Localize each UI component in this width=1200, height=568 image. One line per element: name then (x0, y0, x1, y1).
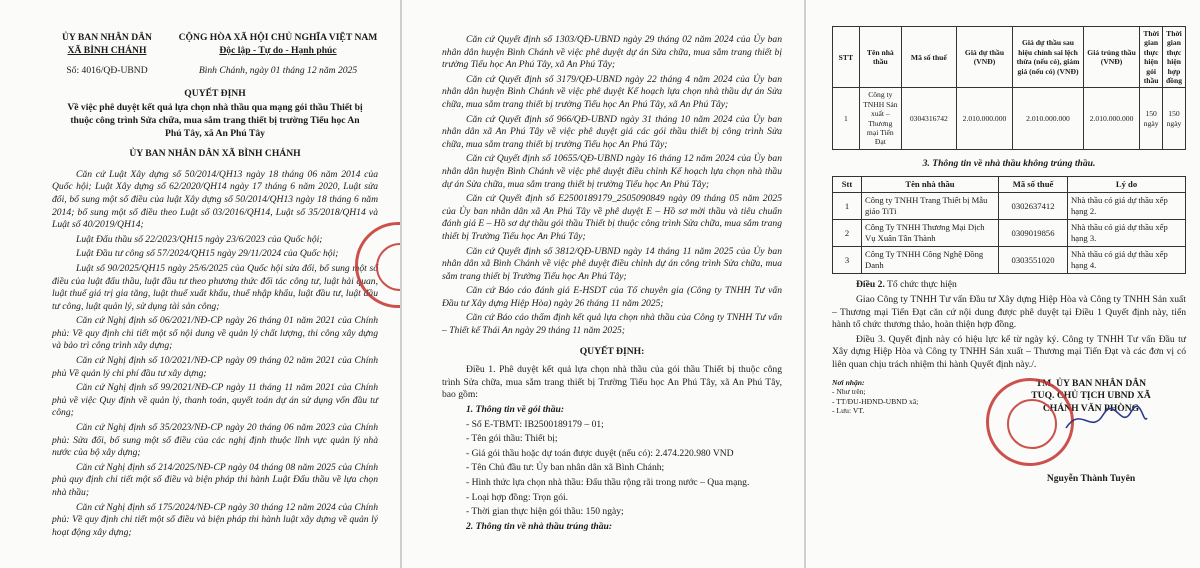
table-cell: 150 ngày (1140, 88, 1163, 149)
article-2-title: Điều 2. Tổ chức thực hiện (856, 279, 957, 291)
table-cell: Công ty TNHH Sản xuất – Thương mại Tiến Đạt (859, 88, 901, 149)
package-info-line: - Tên gói thầu: Thiết bị; (466, 433, 558, 445)
package-info-line: - Giá gói thầu hoặc dự toán được duyệt (nếu có): 2.474.220.980 VND (466, 447, 734, 459)
table-header-cell: Giá trúng thầu (VNĐ) (1083, 27, 1140, 88)
document-page-3 (806, 0, 1200, 568)
table-header-cell: Stt (833, 177, 862, 193)
document-title: QUYẾT ĐỊNH (184, 87, 246, 99)
table-header-row (833, 177, 1186, 193)
recipient-item: - Như trên; (832, 387, 866, 397)
legal-basis: Căn cứ Luật Xây dựng số 50/2014/QH13 ngày 18 tháng 06 năm 2014 của Quốc hội; Luật Xây dựng số 62/2020/QH14 ngày 17 tháng 6 năm 2020, Luật sửa đổi, bổ sung một số điều của luật Xây dựng số 50/2014/QH13 ngày 18 tháng 6 năm 2014; bổ sung một số điều theo Luật số 03/2016/QH14, Luật số 35/2018/QH14 và Luật số 40/2019/QH14; (52, 168, 378, 231)
table-cell: Công Ty TNHH Công Nghệ Đồng Danh (862, 247, 999, 274)
legal-basis: Căn cứ Quyết định số 3179/QĐ-UBND ngày 22 tháng 4 năm 2024 của Ủy ban nhân dân huyện Bình Chánh về việc phê duyệt Kế hoạch lựa chọn nhà thầu dự án Sửa chữa, mua sắm trang thiết bị trường Tiểu học An Phú Tây, xã An Phú Tây; (442, 73, 782, 110)
table-header-cell: Lý do (1068, 177, 1186, 193)
package-info-line: - Thời gian thực hiện gói thầu: 150 ngày; (466, 506, 624, 518)
package-info-line: - Số E-TBMT: IB2500189179 – 01; (466, 418, 604, 430)
table-row (833, 220, 1186, 247)
table-cell: 1 (833, 193, 862, 220)
table-header-cell: Tên nhà thầu (862, 177, 999, 193)
article-2: Giao Công ty TNHH Tư vấn Đầu tư Xây dựng Hiệp Hòa và Công ty TNHH Sản xuất – Thương mại Tiến Đạt căn cứ nội dung được phê duyệt tại Điều 1 Quyết định này, tiến hành tổ chức thương thảo, hoàn thiện hợp đồng. (832, 294, 1186, 331)
legal-basis: Căn cứ Nghị định số 10/2021/NĐ-CP ngày 09 tháng 02 năm 2021 của Chính phủ Về quản lý chi phí đầu tư xây dựng; (52, 355, 378, 379)
table-cell: Công ty TNHH Trang Thiết bị Mẫu giáo TiTi (862, 193, 999, 220)
package-info-line: - Loại hợp đồng: Trọn gói. (466, 491, 569, 503)
recipients: Nơi nhận: - Như trên; - TT/ĐU-HĐND-UBND xã; - Lưu: VT. (832, 378, 962, 486)
table-cell: Nhà thầu có giá dự thầu xếp hạng 3. (1068, 220, 1186, 247)
losing-bidders-table (832, 176, 1186, 274)
legal-basis: Luật số 90/2025/QH15 ngày 25/6/2025 của Quốc hội sửa đổi, bổ sung một số điều của luật đấu thầu, luật đầu tư theo phương thức đối tác công tư, luật hải quan, luật thuế giá trị gia tăng, luật thuế xuất khẩu, thuế nhập khẩu, luật đầu tư, luật đầu tư công, luật quản lý, sử dụng tài sản công; (52, 262, 378, 312)
winning-bidder-table (832, 26, 1186, 150)
legal-basis: Căn cứ Nghị định số 175/2024/NĐ-CP ngày 30 tháng 12 năm 2024 của Chính phủ: Về quy định chi tiết một số điều và biện pháp thi hành luật xây dựng về quản lý hoạt động xây dựng; (52, 501, 378, 538)
decision-heading: QUYẾT ĐỊNH: (579, 345, 645, 357)
package-info-line: - Tên Chủ đầu tư: Ủy ban nhân dân xã Bình Chánh; (466, 462, 665, 474)
table-cell: Nhà thầu có giá dự thầu xếp hạng 4. (1068, 247, 1186, 274)
table-cell: 0309019856 (999, 220, 1068, 247)
legal-basis: Căn cứ Quyết định số 3812/QĐ-UBND ngày 14 tháng 11 năm 2025 của Ủy ban nhân dân xã Bình Chánh về việc phê duyệt điều chỉnh dự án công trình Sửa chữa, mua sắm trang thiết bị Trường Tiểu học An Phú Tây; (442, 245, 782, 282)
legal-bases (442, 34, 782, 338)
package-info-line: - Hình thức lựa chọn nhà thầu: Đấu thầu rộng rãi trong nước – Qua mạng. (466, 477, 750, 488)
table-cell: 0303551020 (999, 247, 1068, 274)
table-cell: 2 (833, 220, 862, 247)
table-cell: 0302637412 (999, 193, 1068, 220)
table-cell: 3 (833, 247, 862, 274)
table-header-cell: Thời gian thực hiện hợp đồng (1162, 27, 1185, 88)
authority-heading: ỦY BAN NHÂN DÂN XÃ BÌNH CHÁNH (129, 148, 301, 160)
table-cell: 1 (833, 88, 860, 149)
table-cell: 0304316742 (901, 88, 956, 149)
table-header-cell: Tên nhà thầu (859, 27, 901, 88)
document-number: Số: 4016/QĐ-UBND (66, 65, 148, 77)
document-date: Bình Chánh, ngày 01 tháng 12 năm 2025 (198, 65, 358, 77)
document-header (52, 32, 378, 57)
legal-basis: Căn cứ Nghị định số 214/2025/NĐ-CP ngày 04 tháng 08 năm 2025 của Chính phủ quy định chi tiết một số điều và biện pháp thi hành Luật Đấu thầu về lựa chọn nhà thầu; (52, 461, 378, 498)
article-1: Điều 1. Phê duyệt kết quả lựa chọn nhà thầu của gói thầu Thiết bị thuộc công trình Sửa chữa, mua sắm trang thiết bị Trường Tiểu học An Phú Tây, xã An Phú Tây, bao gồm: (442, 364, 782, 401)
table-header-cell: Mã số thuế (901, 27, 956, 88)
table-cell: 2.010.000.000 (1013, 88, 1084, 149)
table-row (833, 193, 1186, 220)
legal-basis: Căn cứ Quyết định số 966/QĐ-UBND ngày 31 tháng 10 năm 2024 của Ủy ban nhân dân xã An Phú Tây về việc phê duyệt giá các gói thầu thiết bị công trình Sửa chữa, mua sắm trang thiết bị trường Tiểu học An Phú Tây; (442, 113, 782, 150)
legal-basis: Căn cứ Nghị định số 35/2023/NĐ-CP ngày 20 tháng 06 năm 2023 của Chính phủ: Sửa đổi, bổ sung một số điều của các nghị định thuộc lĩnh vực quản lý nhà nước của bộ xây dựng; (52, 422, 378, 459)
package-info-heading: 1. Thông tin về gói thầu: (466, 404, 565, 416)
legal-basis: Căn cứ Báo cáo thẩm định kết quả lựa chọn nhà thầu của Công ty TNHH Tư vấn – Thiết kế Thái An ngày 29 tháng 11 năm 2025; (442, 312, 782, 337)
table-cell: 2.010.000.000 (1083, 88, 1140, 149)
losing-bidders-heading: 3. Thông tin về nhà thầu không trúng thầu. (922, 157, 1096, 169)
table-header-cell: Mã số thuế (999, 177, 1068, 193)
handwritten-signature (1061, 400, 1151, 440)
table-row (833, 88, 1186, 149)
issuing-authority: ỦY BAN NHÂN DÂN XÃ BÌNH CHÁNH (62, 32, 152, 56)
recipient-item: - Lưu: VT. (832, 406, 865, 416)
legal-basis: Căn cứ Nghị định số 99/2021/NĐ-CP ngày 11 tháng 11 năm 2021 của Chính phủ về việc Quy định về quản lý, thanh toán, quyết toán dự án sử dụng vốn đầu tư công; (52, 382, 378, 419)
document-subject: Về việc phê duyệt kết quả lựa chọn nhà thầu qua mạng gói thầu Thiết bị thuộc công trình Sửa chữa, mua sắm trang thiết bị trường Tiểu học An Phú Tây, xã An Phú Tây (67, 102, 363, 139)
document-page-1 (0, 0, 400, 568)
table-cell: 150 ngày (1162, 88, 1185, 149)
table-cell: Nhà thầu có giá dự thầu xếp hạng 2. (1068, 193, 1186, 220)
table-row (833, 247, 1186, 274)
table-header-cell: STT (833, 27, 860, 88)
legal-basis: Căn cứ Quyết định số E2500189179_2505090849 ngày 09 tháng 05 năm 2025 của Ủy ban nhân dân xã An Phú Tây về phê duyệt E – Hồ sơ mời thầu và tiêu chuẩn đánh giá E – Hồ sơ dự thầu gói thầu Thiết bị thuộc công trình Sửa chữa, mua sắm trang thiết bị Trường Tiểu học An Phú Tây; (442, 193, 782, 242)
legal-basis: Căn cứ Quyết định số 10655/QĐ-UBND ngày 16 tháng 12 năm 2024 của Ủy ban nhân dân huyện Bình Chánh về việc phê duyệt điều chỉnh Kế hoạch lựa chọn nhà thầu dự án Sửa chữa, mua sắm trang thiết bị trường Tiểu học An Phú Tây; (442, 153, 782, 190)
legal-basis: Luật Đấu thầu số 22/2023/QH15 ngày 23/6/2023 của Quốc hội; (76, 233, 323, 245)
table-header-cell: Thời gian thực hiện gói thầu (1140, 27, 1163, 88)
legal-bases (52, 169, 378, 540)
document-page-2 (402, 0, 804, 568)
legal-basis: Luật Đầu tư công số 57/2024/QH15 ngày 29/11/2024 của Quốc hội; (76, 248, 339, 260)
national-motto: CỘNG HÒA XÃ HỘI CHỦ NGHĨA VIỆT NAM Độc lập - Tự do - Hạnh phúc (178, 32, 378, 56)
table-cell: Công Ty TNHH Thương Mại Dịch Vụ Xuân Tân Thành (862, 220, 999, 247)
signatory: TM. ỦY BAN NHÂN DÂN TUQ. CHỦ TỊCH UBND XÃ CHÁNH VĂN PHÒNG Nguyễn Thành Tuyên (996, 378, 1186, 486)
recipient-item: - TT/ĐU-HĐND-UBND xã; (832, 396, 919, 406)
legal-basis: Căn cứ Quyết định số 1303/QĐ-UBND ngày 29 tháng 02 năm 2024 của Ủy ban nhân dân huyện Bình Chánh về việc phê duyệt dự án Sửa chữa, mua sắm trang thiết bị trường Tiểu học An Phú Tây, xã An Phú Tây; (442, 34, 782, 71)
winner-heading: 2. Thông tin về nhà thầu trúng thầu: (466, 520, 613, 532)
table-header-row (833, 27, 1186, 88)
legal-basis: Căn cứ Báo cáo đánh giá E-HSDT của Tổ chuyên gia (Công ty TNHH Tư vấn Đầu tư Xây dựng Hiệp Hòa) ngày 26 tháng 11 năm 2025; (442, 285, 782, 309)
signer-name: Nguyễn Thành Tuyên (1046, 473, 1136, 485)
table-header-cell: Giá dự thầu sau hiệu chỉnh sai lệch thừa (nếu có), giảm giá (nếu có) (VNĐ) (1013, 27, 1084, 88)
article-3: Điều 3. Quyết định này có hiệu lực kể từ ngày ký. Công ty TNHH Tư vấn Đầu tư Xây dựng Hiệp Hòa và Công ty TNHH Sản xuất – Thương mại Tiến Đạt và các đơn vị có liên quan chịu trách nhiệm thi hành Quyết định này./. (832, 333, 1186, 371)
table-cell: 2.010.000.000 (956, 88, 1013, 149)
table-header-cell: Giá dự thầu (VNĐ) (956, 27, 1013, 88)
legal-basis: Căn cứ Nghị định số 06/2021/NĐ-CP ngày 26 tháng 01 năm 2021 của Chính phủ: Về quy định chi tiết một số nội dung về quản lý chất lượng, thi công xây dựng và bảo trì công trình xây dựng; (52, 315, 378, 352)
